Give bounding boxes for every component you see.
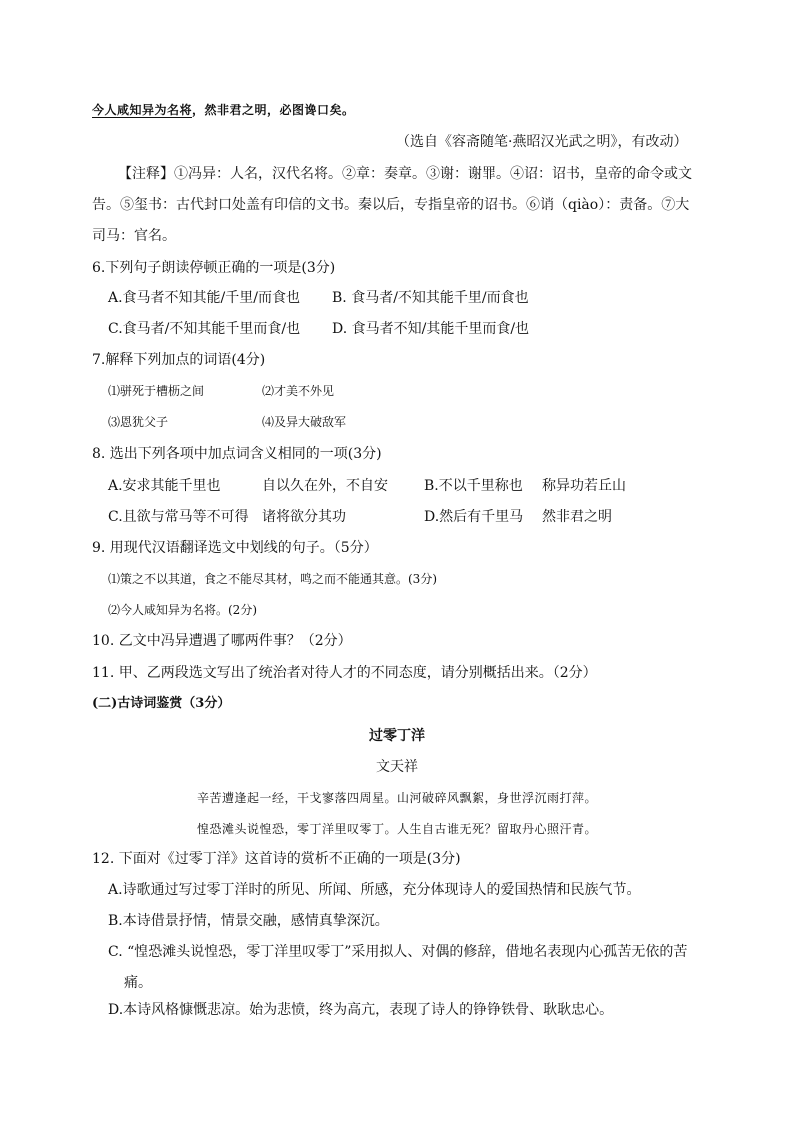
q8-option-c-1: C.且欲与常马等不可得 (108, 509, 249, 525)
q6-option-c: C.食马者/不知其能千里而食/也 (108, 321, 301, 337)
q8-option-c-2: 诸将欲分其功 (262, 509, 346, 525)
poem-title: 过零丁洋 (369, 728, 425, 744)
q6-option-d: D. 食马者不知/其能千里而食/也 (332, 321, 530, 337)
underlined-sentence: 今人咸知异为名将 (92, 103, 193, 117)
question-9-stem: 9. 用现代汉语翻译选文中划线的句子。（5分） (92, 540, 378, 556)
notes-line-2: 告。⑤玺书：古代封口处盖有印信的文书。秦以后，专指皇帝的诏书。⑥诮（qiào）：责备。⑦大 (92, 197, 690, 213)
q12-option-c-line-2: 痛。 (124, 975, 152, 991)
poem-author: 文天祥 (376, 759, 418, 775)
notes-line-3: 司马：官名。 (92, 228, 176, 244)
poem-line-2: 惶恐滩头说惶恐，零丁洋里叹零丁。人生自古谁无死？留取丹心照汗青。 (196, 822, 597, 836)
question-12-stem: 12. 下面对《过零丁洋》这首诗的赏析不正确的一项是(3分) (92, 851, 461, 867)
question-11-stem: 11. 甲、乙两段选文写出了统治者对待人才的不同态度，请分别概括出来。（2分） (92, 665, 597, 681)
question-8-stem: 8. 选出下列各项中加点词含义相同的一项(3分) (92, 446, 382, 462)
question-7-stem: 7.解释下列加点的词语(4分) (92, 352, 266, 368)
q8-option-d-1: D.然后有千里马 (424, 509, 524, 525)
question-6-stem: 6.下列句子朗读停顿正确的一项是(3分) (92, 260, 336, 276)
q8-option-d-2: 然非君之明 (542, 509, 612, 525)
q8-option-b-1: B.不以千里称也 (424, 478, 523, 494)
q12-option-a: A.诗歌通过写过零丁洋时的所见、所闻、所感，充分体现诗人的爱国热情和民族气节。 (108, 882, 641, 898)
q8-option-b-2: 称异功若丘山 (542, 478, 626, 494)
q6-option-a: A.食马者不知其能/千里/而食也 (108, 290, 300, 306)
q7-item-4: ⑷及异大破敌军 (262, 415, 347, 429)
passage-last-line (92, 100, 355, 120)
notes-line-1: 【注释】①冯异：人名，汉代名将。②章：奏章。③谢：谢罪。④诏：诏书，皇帝的命令或文 (118, 166, 692, 182)
q12-option-c-line-1: C. “惶恐滩头说惶恐，零丁洋里叹零丁”采用拟人、对偶的修辞，借地名表现内心孤苦无依的苦 (108, 944, 688, 960)
q7-item-1: ⑴骈死于槽枥之间 (108, 384, 205, 398)
question-10-stem: 10. 乙文中冯异遭遇了哪两件事？（2分） (92, 633, 352, 649)
q9-sentence-2: ⑵今人咸知异为名将。(2分) (108, 603, 257, 617)
passage-last-line-rest: ，然非君之明，必图谗口矣。 (192, 103, 355, 117)
q8-option-a-2: 自以久在外，不自安 (262, 478, 388, 494)
q12-option-b: B.本诗借景抒情，情景交融，感情真挚深沉。 (108, 913, 389, 929)
passage-source: （选自《容斋随笔·燕昭汉光武之明》，有改动） (396, 134, 688, 150)
q9-sentence-1: ⑴策之不以其道，食之不能尽其材，鸣之而不能通其意。(3分) (108, 572, 438, 586)
q7-item-2: ⑵才美不外见 (262, 384, 335, 398)
q12-option-d: D.本诗风格慷慨悲凉。始为悲愤，终为高亢，表现了诗人的铮铮铁骨、耿耿忠心。 (108, 1002, 614, 1018)
q7-item-3: ⑶恩犹父子 (108, 415, 169, 429)
q6-option-b: B. 食马者/不知其能千里/而食也 (332, 290, 529, 306)
poem-line-1: 辛苦遭逢起一经，干戈寥落四周星。山河破碎风飘絮，身世浮沉雨打萍。 (196, 791, 597, 805)
section-heading: (二)古诗词鉴赏（3分） (92, 696, 231, 711)
q8-option-a-1: A.安求其能千里也 (108, 478, 221, 494)
